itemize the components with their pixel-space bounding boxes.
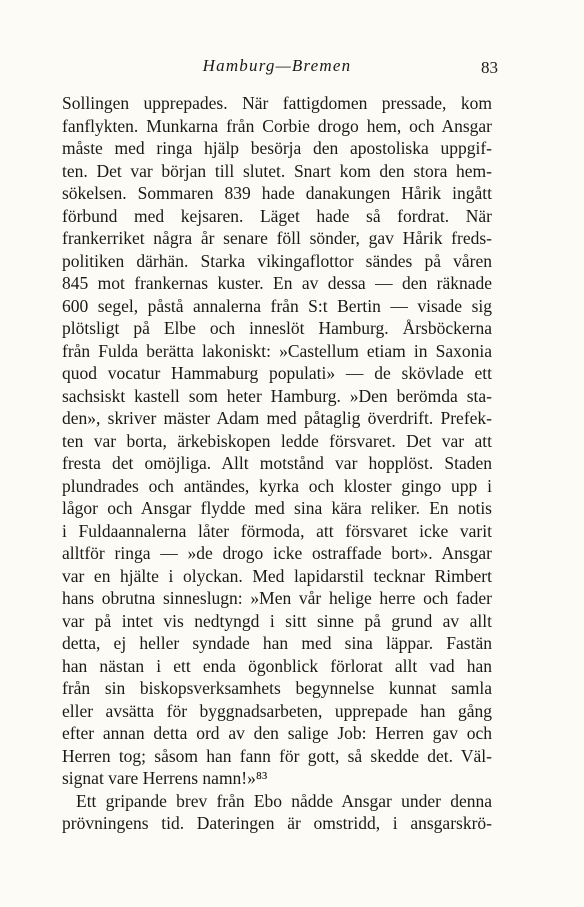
text-line: från Fulda berätta lakoniskt: »Castellum etiam in Saxonia bbox=[62, 340, 492, 361]
text-line: plundrades och antändes, kyrka och kloster gingo upp i bbox=[62, 475, 492, 496]
text-line: politiken därhän. Starka vikingaflottor sändes på våren bbox=[62, 250, 492, 271]
running-title: Hamburg—Bremen bbox=[202, 56, 352, 75]
page-number: 83 bbox=[481, 58, 498, 77]
text-line: eller avsätta för byggnadsarbeten, upprepade han gång bbox=[62, 700, 492, 721]
text-line: lågor och Ansgar flydde med sina kära reliker. En notis bbox=[62, 498, 492, 518]
text-line: fresta det omöjliga. Allt motstånd var hopplöst. Staden bbox=[62, 453, 492, 473]
text-line: i Fuldaannalerna låter förmoda, att försvaret icke varit bbox=[62, 520, 492, 541]
body-text bbox=[62, 92, 492, 835]
text-line: quod vocatur Hammaburg populati» — de skövlade ett bbox=[62, 363, 492, 383]
text-line: hans obrutna sinneslugn: »Men vår helige herre och fader bbox=[62, 588, 492, 608]
text-line: fanflykten. Munkarna från Corbie drogo hem, och Ansgar bbox=[62, 115, 492, 136]
text-line: Herren tog; såsom han fann för gott, så skedde det. Väl- bbox=[62, 745, 492, 766]
text-line: ten var borta, ärkebiskopen ledde försvaret. Det var att bbox=[62, 430, 492, 451]
text-line: sachsiskt kastell som heter Hamburg. »Den berömda sta- bbox=[62, 385, 492, 406]
text-line: förbund med kejsaren. Läget hade så fordrat. När bbox=[62, 205, 492, 226]
text-line: efter annan detta ord av den salige Job: Herren gav och bbox=[62, 723, 492, 743]
text-line: plötsligt på Elbe och inneslöt Hamburg. Årsböckerna bbox=[62, 318, 492, 338]
text-line: 845 mot frankernas kuster. En av dessa — den räknade bbox=[62, 273, 492, 293]
text-line: sökelsen. Sommaren 839 hade danakungen Hårik ingått bbox=[62, 183, 492, 203]
text-line: detta, ej heller syndade han med sina läppar. Fastän bbox=[62, 633, 492, 653]
text-line: 600 segel, påstå annalerna från S:t Bertin — visade sig bbox=[62, 295, 492, 316]
text-line: från sin biskopsverksamhets begynnelse kunnat samla bbox=[62, 678, 492, 698]
text-line: var på intet vis nedtyngd i sitt sinne på grund av allt bbox=[62, 610, 492, 631]
text-line: prövningens tid. Dateringen är omstridd, i ansgarskrö- bbox=[62, 813, 492, 833]
text-line: den», skriver mäster Adam med påtaglig överdrift. Prefek- bbox=[62, 408, 492, 428]
text-line: frankerriket några år senare föll sönder, gav Hårik freds- bbox=[62, 228, 492, 248]
text-line: Sollingen upprepades. När fattigdomen pressade, kom bbox=[62, 93, 492, 113]
text-line: Ett gripande brev från Ebo nådde Ansgar under denna bbox=[76, 790, 492, 811]
page-header bbox=[62, 56, 498, 78]
text-line: signat vare Herrens namn!»⁸³ bbox=[62, 768, 268, 788]
text-line: ten. Det var början till slutet. Snart kom den stora hem- bbox=[62, 160, 492, 181]
text-line: måste med ringa hjälp besörja den apostoliska uppgif- bbox=[62, 138, 492, 158]
text-line: han nästan i ett enda ögonblick förlorat allt vad han bbox=[62, 655, 492, 676]
text-line: var en hjälte i olyckan. Med lapidarstil tecknar Rimbert bbox=[62, 565, 492, 586]
text-line: alltför ringa — »de drogo icke ostraffade bort». Ansgar bbox=[62, 543, 492, 563]
